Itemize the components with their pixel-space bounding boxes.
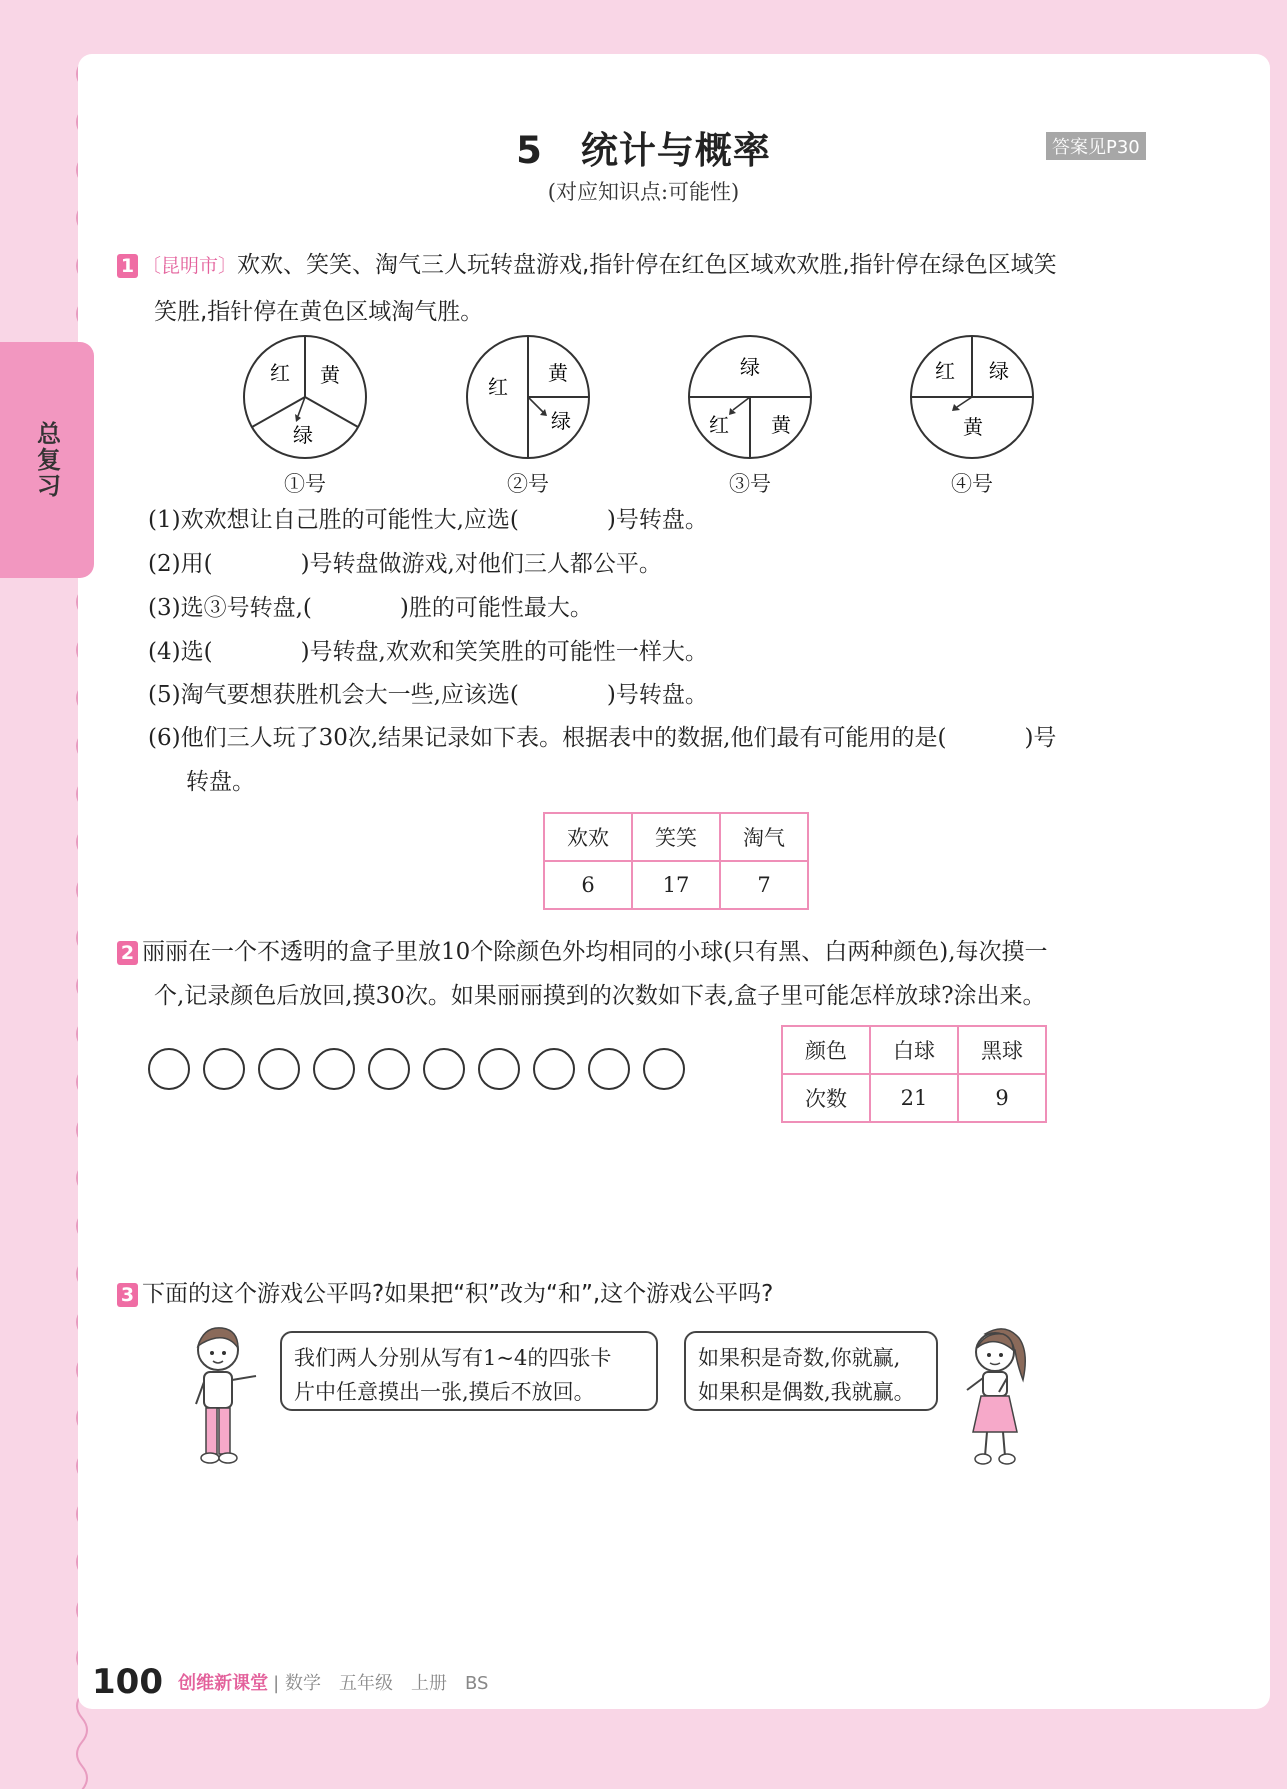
table-cell: 颜色 bbox=[782, 1026, 870, 1074]
spinner-3-label-yellow: 黄 bbox=[771, 413, 791, 437]
ball-circle[interactable] bbox=[588, 1048, 630, 1090]
table-header-cell: 淘气 bbox=[720, 813, 808, 861]
subquestion-2-tail: )号转盘做游戏,对他们三人都公平。 bbox=[300, 551, 662, 577]
girl-illustration bbox=[955, 1320, 1035, 1470]
publisher-brand: 创维新课堂 bbox=[178, 1673, 269, 1694]
page-footer bbox=[92, 1662, 488, 1702]
spinner-2-label-green: 绿 bbox=[551, 409, 571, 433]
ball-circle[interactable] bbox=[368, 1048, 410, 1090]
spinner-4-label-yellow: 黄 bbox=[963, 415, 983, 439]
question-2-line1: 丽丽在一个不透明的盒子里放10个除颜色外均相同的小球(只有黑、白两种颜色),每次摸一 bbox=[142, 939, 1048, 965]
spinner-2-caption: ②号 bbox=[507, 472, 549, 496]
question-3-stem bbox=[117, 1275, 773, 1308]
ball-row bbox=[148, 1048, 698, 1094]
spinner-4-label-red: 红 bbox=[935, 359, 955, 383]
question-2-line2: 个,记录颜色后放回,摸30次。如果丽丽摸到的次数如下表,盒子里可能怎样放球?涂出来。 bbox=[154, 983, 1046, 1009]
table-row bbox=[782, 1026, 1046, 1074]
table-cell: 白球 bbox=[870, 1026, 958, 1074]
spinner-2 bbox=[463, 332, 593, 498]
table-row bbox=[544, 861, 808, 909]
subquestion-3-tail: )胜的可能性最大。 bbox=[399, 595, 593, 621]
spinner-row bbox=[0, 332, 1287, 496]
table-cell: 17 bbox=[632, 861, 720, 909]
spinner-1-label-yellow: 黄 bbox=[320, 363, 340, 387]
ball-circle[interactable] bbox=[258, 1048, 300, 1090]
subquestion-5-text: (5)淘气要想获胜机会大一些,应该选( bbox=[148, 682, 519, 708]
question-1-number: 1 bbox=[117, 254, 138, 278]
question-1-line1: 欢欢、笑笑、淘气三人玩转盘游戏,指针停在红色区域欢欢胜,指针停在绿色区域笑 bbox=[237, 252, 1057, 278]
question-3-text: 下面的这个游戏公平吗?如果把“积”改为“和”,这个游戏公平吗? bbox=[142, 1281, 774, 1307]
subquestion-4 bbox=[148, 637, 708, 667]
ball-circle[interactable] bbox=[203, 1048, 245, 1090]
spinner-3 bbox=[685, 332, 815, 498]
ball-circle[interactable] bbox=[148, 1048, 190, 1090]
question-1-line2: 笑胜,指针停在黄色区域淘气胜。 bbox=[154, 299, 484, 325]
speech-bubble-left bbox=[280, 1331, 658, 1411]
table-header-cell: 欢欢 bbox=[544, 813, 632, 861]
spinner-4 bbox=[907, 332, 1037, 498]
spinner-2-label-red: 红 bbox=[488, 375, 508, 399]
ball-circle[interactable] bbox=[643, 1048, 685, 1090]
question-3-number: 3 bbox=[117, 1283, 138, 1307]
results-table-q1 bbox=[543, 812, 809, 910]
spinner-2-dial bbox=[463, 332, 593, 462]
table-cell: 6 bbox=[544, 861, 632, 909]
speech-bubble-left-line2: 片中任意摸出一张,摸后不放回。 bbox=[294, 1380, 595, 1404]
subquestion-5 bbox=[148, 680, 708, 710]
subquestion-6 bbox=[148, 723, 1056, 753]
subquestion-4-text: (4)选( bbox=[148, 639, 213, 665]
table-header-cell: 笑笑 bbox=[632, 813, 720, 861]
question-2-number: 2 bbox=[117, 941, 138, 965]
subquestion-1 bbox=[148, 505, 708, 535]
answer-reference-badge: 答案见P30 bbox=[1046, 132, 1146, 160]
ball-circle[interactable] bbox=[313, 1048, 355, 1090]
subquestion-3-text: (3)选③号转盘,( bbox=[148, 595, 312, 621]
side-tab-label: 总复习 bbox=[32, 421, 61, 499]
spinner-3-caption: ③号 bbox=[729, 472, 771, 496]
spinner-2-label-yellow: 黄 bbox=[548, 361, 568, 385]
subquestion-3 bbox=[148, 593, 593, 623]
table-cell: 9 bbox=[958, 1074, 1046, 1122]
question-1-region: 〔昆明市〕 bbox=[142, 255, 238, 277]
subquestion-6-tail: )号 bbox=[1024, 725, 1057, 751]
table-cell: 21 bbox=[870, 1074, 958, 1122]
page-number: 100 bbox=[92, 1662, 163, 1702]
table-cell: 7 bbox=[720, 861, 808, 909]
subquestion-2 bbox=[148, 549, 662, 579]
spinner-1-label-green: 绿 bbox=[293, 423, 313, 447]
spinner-4-label-green: 绿 bbox=[989, 359, 1009, 383]
spinner-3-label-green: 绿 bbox=[740, 355, 760, 379]
table-row bbox=[544, 813, 808, 861]
results-table-q2 bbox=[781, 1025, 1047, 1123]
spinner-3-dial bbox=[685, 332, 815, 462]
speech-bubble-right bbox=[684, 1331, 938, 1411]
subquestion-1-tail: )号转盘。 bbox=[606, 507, 708, 533]
subquestion-4-tail: )号转盘,欢欢和笑笑胜的可能性一样大。 bbox=[300, 639, 708, 665]
ball-circle[interactable] bbox=[423, 1048, 465, 1090]
book-info: | 数学 五年级 上册 BS bbox=[273, 1673, 489, 1694]
table-cell: 黑球 bbox=[958, 1026, 1046, 1074]
spinner-4-dial bbox=[907, 332, 1037, 462]
speech-bubble-left-line1: 我们两人分别从写有1~4的四张卡 bbox=[294, 1346, 612, 1370]
spinner-1-caption: ①号 bbox=[284, 472, 326, 496]
spinner-3-label-red: 红 bbox=[709, 413, 729, 437]
question-2-stem bbox=[117, 930, 1175, 1018]
table-row bbox=[782, 1074, 1046, 1122]
speech-bubble-right-line1: 如果积是奇数,你就赢, bbox=[698, 1346, 901, 1370]
ball-circle[interactable] bbox=[478, 1048, 520, 1090]
subquestion-2-text: (2)用( bbox=[148, 551, 213, 577]
spinner-1-label-red: 红 bbox=[270, 361, 290, 385]
subquestion-6-text: (6)他们三人玩了30次,结果记录如下表。根据表中的数据,他们最有可能用的是( bbox=[148, 725, 947, 751]
spinner-4-caption: ④号 bbox=[951, 472, 993, 496]
subquestion-5-tail: )号转盘。 bbox=[606, 682, 708, 708]
page-title: 5 统计与概率 bbox=[516, 129, 771, 172]
spinner-1-dial bbox=[240, 332, 370, 462]
subquestion-6-continued: 转盘。 bbox=[186, 769, 255, 795]
speech-bubble-right-line2: 如果积是偶数,我就赢。 bbox=[698, 1380, 915, 1404]
boy-illustration bbox=[186, 1320, 266, 1470]
ball-circle[interactable] bbox=[533, 1048, 575, 1090]
subquestion-1-text: (1)欢欢想让自己胜的可能性大,应选( bbox=[148, 507, 519, 533]
question-1-stem bbox=[117, 242, 1175, 335]
spinner-1 bbox=[240, 332, 370, 498]
table-cell: 次数 bbox=[782, 1074, 870, 1122]
page-subtitle: (对应知识点:可能性) bbox=[547, 180, 740, 204]
